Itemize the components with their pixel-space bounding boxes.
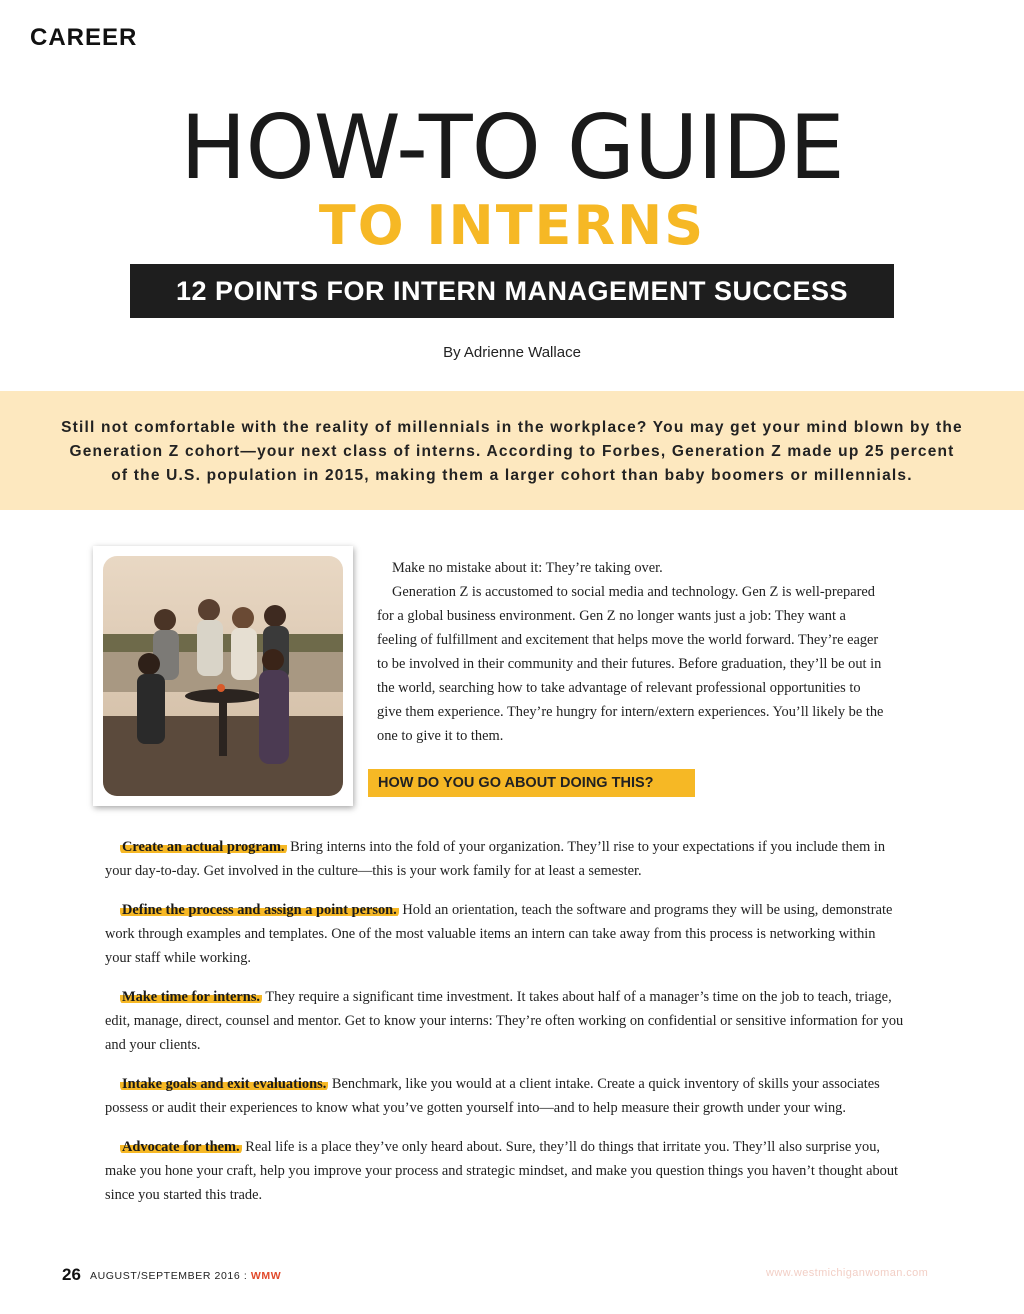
list-item — [105, 1135, 905, 1207]
page-subtitle: TO INTERNS — [318, 194, 706, 257]
title-banner: 12 POINTS FOR INTERN MANAGEMENT SUCCESS — [130, 264, 894, 318]
point-heading: Intake goals and exit evaluations. — [122, 1076, 327, 1092]
body-text — [377, 556, 887, 748]
page-number: 26 — [62, 1265, 81, 1284]
section-label: CAREER — [30, 24, 138, 51]
list-item — [105, 1072, 905, 1120]
points-list — [105, 835, 905, 1222]
website-url[interactable]: www.westmichiganwoman.com — [766, 1267, 929, 1279]
intro-text: Still not comfortable with the reality of millennials in the workplace? You may get your mind blown by the Generation Z cohort—your next class of interns. According to Forbes, Generation Z made up 25 percent of the U.S. population in 2015, making them a larger cohort than baby boomers or millennials. — [61, 419, 963, 484]
point-heading: Advocate for them. — [122, 1139, 240, 1155]
point-text: Benchmark, like you would at a client intake. Create a quick inventory of skills your associates possess or audit their experiences to know what you’ve gotten yourself into—and to help measure their growth under your wing. — [105, 1076, 880, 1116]
section-subhead: HOW DO YOU GO ABOUT DOING THIS? — [368, 769, 695, 797]
list-item — [105, 985, 905, 1057]
group-photo-icon — [103, 556, 343, 796]
issue-label — [90, 1270, 281, 1282]
body-paragraph: Generation Z is accustomed to social media and technology. Gen Z is well-prepared for a global business environment. Gen Z no longer wants just a job: They want a feeling of fulfillment and excitement that helps move the world forward. They’re eager to be involved in their community and their futures. Before graduation, they’ll be out in the world, searching how to take advantage of relevant professional opportunities to give them experience. They’re hungry for intern/extern experiences. You’ll likely be the one to give it to them. — [377, 584, 884, 744]
point-heading: Define the process and assign a point person. — [122, 902, 397, 918]
issue-date: AUGUST/SEPTEMBER 2016 : — [90, 1270, 251, 1282]
page-title: HOW-TO GUIDE — [180, 96, 844, 199]
photo-frame — [93, 546, 353, 806]
body-paragraph: Make no mistake about it: They’re taking over. — [392, 560, 663, 576]
point-text: Bring interns into the fold of your organization. They’ll rise to your expectations if you include them in your day-to-day. Get involved in the culture—this is your work family for at least a semester. — [105, 839, 886, 879]
point-text: Hold an orientation, teach the software and programs they will be using, demonstrate work through examples and templates. One of the most valuable items an intern can take away from this process is networking within your staff while working. — [105, 902, 893, 966]
point-heading: Make time for interns. — [122, 989, 261, 1005]
point-text: Real life is a place they’ve only heard about. Sure, they’ll do things that irritate you. They’ll also surprise you, make you hone your craft, help you improve your process and strategic mindset, and make you question things you haven’t thought about since you started this trade. — [105, 1139, 899, 1203]
point-heading: Create an actual program. — [122, 839, 285, 855]
byline: By Adrienne Wallace — [443, 344, 581, 361]
point-text: They require a significant time investment. It takes about half of a manager’s time on the job to teach, triage, edit, manage, direct, counsel and mentor. Get to know your interns: They’re often working on confidential or sensitive information for you and your clients. — [105, 989, 904, 1053]
magazine-name: WMW — [250, 1270, 282, 1282]
list-item — [105, 898, 905, 970]
list-item — [105, 835, 905, 883]
